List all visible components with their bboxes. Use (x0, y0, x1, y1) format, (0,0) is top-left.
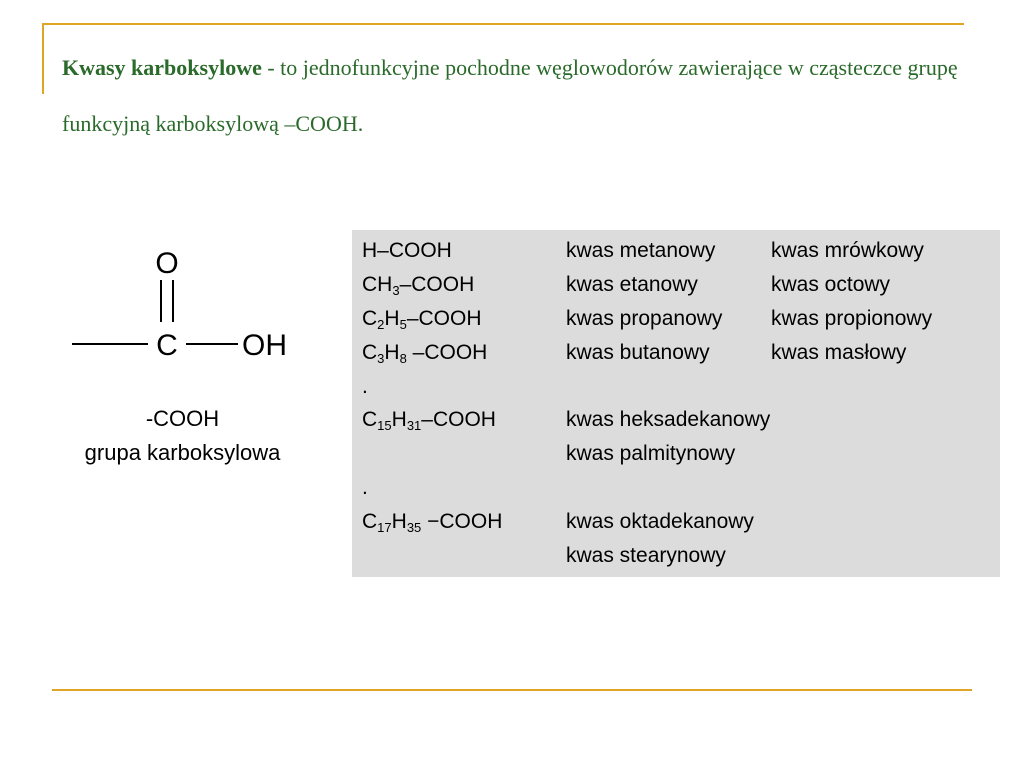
formula-text: CH (362, 273, 393, 296)
formula-text: –COOH (406, 341, 488, 364)
acid-formula (362, 471, 368, 505)
acid-systematic-name: kwas stearynowy (566, 544, 726, 567)
acid-formula (362, 234, 452, 268)
formula-text: C (362, 307, 378, 330)
acid-formula (362, 505, 502, 539)
acid-systematic-name: kwas metanowy (566, 239, 716, 262)
formula-text: –COOH (406, 307, 482, 330)
acid-systematic-name: kwas etanowy (566, 273, 698, 296)
acid-common-name: kwas mrówkowy (771, 239, 924, 262)
acid-systematic-name: kwas propanowy (566, 307, 723, 330)
top-rule (42, 23, 964, 25)
formula-subscript: 8 (399, 351, 407, 366)
acid-systematic-name: kwas heksadekanowy (566, 408, 771, 431)
group-name: grupa karboksylowa (84, 440, 281, 465)
formula-subscript: 3 (377, 351, 385, 366)
acid-systematic-name: kwas palmitynowy (566, 442, 736, 465)
formula-text: C (362, 341, 378, 364)
slide-title (62, 40, 1002, 152)
acid-systematic-name: kwas oktadekanowy (566, 510, 754, 533)
formula-subscript: 5 (399, 317, 407, 332)
formula-text: –COOH (399, 273, 475, 296)
formula-text: . (362, 476, 368, 499)
formula-text: –COOH (421, 408, 496, 431)
acid-common-name: kwas octowy (771, 273, 891, 296)
formula-text: −COOH (421, 510, 503, 533)
title-term: Kwasy karboksylowe (62, 55, 262, 80)
formula-subscript: 35 (406, 520, 422, 535)
formula-subscript: 17 (377, 520, 392, 535)
formula-text: C (362, 510, 378, 533)
bottom-rule (52, 689, 972, 691)
formula-subscript: 3 (392, 283, 400, 298)
atom-oxygen: O (155, 247, 179, 280)
formula-text: H (391, 408, 407, 431)
atom-hydroxyl: OH (242, 329, 287, 362)
acid-formula (362, 370, 368, 404)
formula-subscript: 31 (406, 418, 422, 433)
atom-carbon: C (156, 329, 178, 362)
formula-text: H (391, 510, 407, 533)
acids-table (352, 230, 1000, 577)
formula-text: H–COOH (362, 239, 452, 262)
acid-common-name: kwas masłowy (771, 341, 907, 364)
formula-text: C (362, 408, 378, 431)
formula-text: H (384, 341, 400, 364)
acid-formula (362, 268, 474, 302)
acid-common-name: kwas propionowy (771, 307, 933, 330)
structure-caption (40, 402, 325, 470)
formula-subscript: 15 (377, 418, 392, 433)
carboxyl-structure-diagram (60, 240, 320, 380)
acid-formula (362, 336, 487, 370)
acid-formula (362, 403, 496, 437)
formula-subscript: 2 (377, 317, 385, 332)
group-formula: -COOH (145, 406, 220, 431)
formula-text: . (362, 375, 368, 398)
left-rule (42, 23, 44, 94)
formula-text: H (384, 307, 400, 330)
title-definition: - to jednofunkcyjne pochodne węglowodorów zawierające w cząsteczce grupę funkcyjną karboksylową –COOH. (62, 55, 958, 136)
acid-systematic-name: kwas butanowy (566, 341, 710, 364)
acid-formula (362, 302, 482, 336)
